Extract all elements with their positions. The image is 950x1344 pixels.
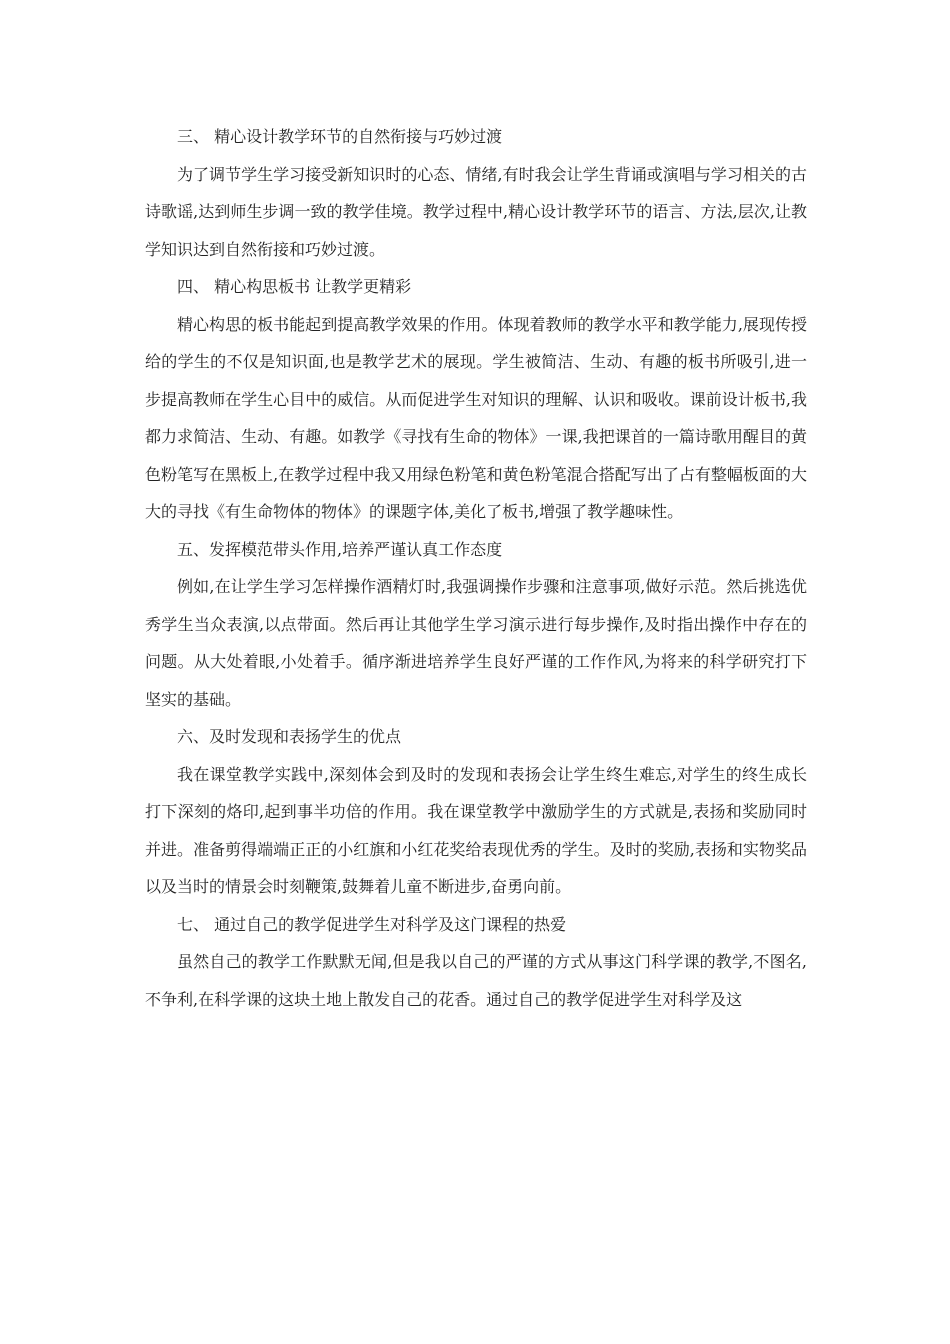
document-body (145, 118, 807, 1018)
section-heading-6: 六、及时发现和表扬学生的优点 (177, 727, 402, 746)
section-paragraph-7: 虽然自己的教学工作默默无闻,但是我以自己的严谨的方式从事这门科学课的教学,不图名,不争利,在科学课的这块土地上散发自己的花香。通过自己的教学促进学生对科学及这 (145, 952, 807, 1009)
section-paragraph-3: 为了调节学生学习接受新知识时的心态、情绪,有时我会让学生背诵或演唱与学习相关的古诗歌谣,达到师生步调一致的教学佳境。教学过程中,精心设计教学环节的语言、方法,层次,让教学知识达到自然衔接和巧妙过渡。 (145, 164, 807, 259)
section-paragraph-4: 精心构思的板书能起到提高教学效果的作用。体现着教师的教学水平和教学能力,展现传授给的学生的不仅是知识面,也是教学艺术的展现。学生被简洁、生动、有趣的板书所吸引,进一步提高教师在学生心目中的威信。从而促进学生对知识的理解、认识和吸收。课前设计板书,我都力求简洁、生动、有趣。如教学《寻找有生命的物体》一课,我把课首的一篇诗歌用醒目的黄色粉笔写在黑板上,在教学过程中我又用绿色粉笔和黄色粉笔混合搭配写出了占有整幅板面的大大的寻找《有生命物体的物体》的课题字体,美化了板书,增强了教学趣味性。 (145, 314, 807, 521)
section-heading-5: 五、发挥模范带头作用,培养严谨认真工作态度 (177, 539, 503, 559)
section-paragraph-6: 我在课堂教学实践中,深刻体会到及时的发现和表扬会让学生终生难忘,对学生的终生成长打下深刻的烙印,起到事半功倍的作用。我在课堂教学中激励学生的方式就是,表扬和奖励同时并进。准备剪得端端正正的小红旗和小红花奖给表现优秀的学生。及时的奖励,表扬和实物奖品以及当时的情景会时刻鞭策,鼓舞着儿童不断进步,奋勇向前。 (145, 764, 807, 896)
section-heading-4: 四、 精心构思板书 让教学更精彩 (177, 277, 412, 296)
section-heading-3: 三、 精心设计教学环节的自然衔接与巧妙过渡 (177, 127, 503, 146)
section-heading-7: 七、 通过自己的教学促进学生对科学及这门课程的热爱 (177, 914, 567, 934)
section-paragraph-5: 例如,在让学生学习怎样操作酒精灯时,我强调操作步骤和注意事项,做好示范。然后挑选优秀学生当众表演,以点带面。然后再让其他学生学习演示进行每步操作,及时指出操作中存在的问题。从大处着眼,小处着手。循序渐进培养学生良好严谨的工作作风,为将来的科学研究打下坚实的基础。 (145, 577, 807, 709)
